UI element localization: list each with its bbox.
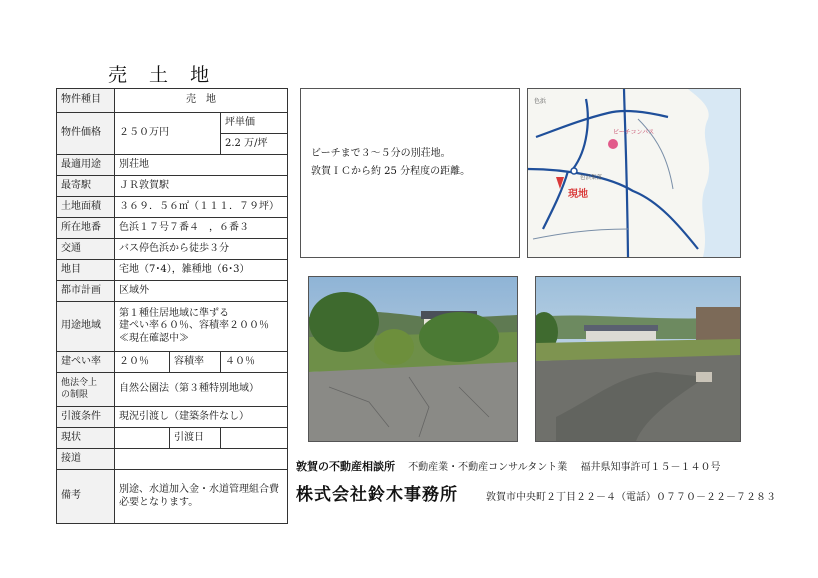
page-title: 売 土 地 [108, 64, 218, 86]
cond-label: 引渡条件 [57, 407, 115, 428]
zone-line1: 第１種住居地域に準ずる [119, 307, 229, 319]
zone-value [115, 302, 288, 352]
bcr-label: 建ぺい率 [57, 352, 115, 373]
poi-pin-icon [608, 139, 618, 149]
far-label: 容積率 [170, 352, 221, 373]
description-box [300, 88, 520, 258]
tsubo-label: 坪単価 [221, 113, 288, 134]
map-small-label: 色浜 [534, 98, 547, 105]
site-photo-2 [535, 276, 741, 442]
description-line1: ビーチまで３～５分の別荘地。 [311, 148, 451, 159]
map-graphic [528, 89, 740, 257]
footer-line1 [296, 458, 720, 474]
zone-line3: ≪現在確認中≫ [119, 332, 189, 344]
footer-business: 不動産業・不動産コンサルタント業 [408, 462, 568, 473]
note-value [115, 470, 288, 524]
land-value: 宅地（7･4），雑種地（6･3） [115, 260, 288, 281]
delivery-value [221, 428, 288, 449]
status-label: 現状 [57, 428, 115, 449]
footer-consult: 敦賀の不動産相談所 [296, 460, 395, 473]
access-label: 交通 [57, 239, 115, 260]
type-label: 物件種目 [57, 89, 115, 113]
bcr-value: ２０％ [115, 352, 170, 373]
road-value [115, 449, 288, 470]
company-address: 敦賀市中央町２丁目２２－４（電話）０７７０－２２－７２８３ [486, 492, 776, 503]
tsubo-value: 2.2 万/坪 [221, 134, 288, 155]
note-label: 備考 [57, 470, 115, 524]
area-label: 土地面積 [57, 197, 115, 218]
plan-value: 区域外 [115, 281, 288, 302]
site-photo-1 [308, 276, 518, 442]
other-label-line2: の制限 [61, 389, 89, 400]
cond-value: 現況引渡し（建築条件なし） [115, 407, 288, 428]
bus-stop-icon [571, 168, 577, 174]
status-value [115, 428, 170, 449]
footer-license: 福井県知事許可１５－１４０号 [580, 462, 721, 473]
delivery-label: 引渡日 [170, 428, 221, 449]
far-value: ４０％ [221, 352, 288, 373]
access-value: バス停色浜から徒歩３分 [115, 239, 288, 260]
note-line1: 別途、水道加入金・水道管理組合費 [119, 484, 279, 495]
zone-label: 用途地域 [57, 302, 115, 352]
use-label: 最適用途 [57, 155, 115, 176]
map-poi2-label: 色浜集落 [580, 175, 603, 181]
use-value: 別荘地 [115, 155, 288, 176]
site-photo-1-graphic [309, 277, 517, 441]
station-label: 最寄駅 [57, 176, 115, 197]
note-line2: 必要となります。 [119, 496, 199, 508]
price-value: ２５０万円 [115, 113, 221, 155]
other-label [57, 373, 115, 407]
land-label: 地目 [57, 260, 115, 281]
station-value: ＪＲ敦賀駅 [115, 176, 288, 197]
description-text [311, 145, 470, 181]
price-label: 物件価格 [57, 113, 115, 155]
lot-value: 色浜１７号７番４ ，６番３ [115, 218, 288, 239]
other-value: 自然公園法（第３種特別地域） [115, 373, 288, 407]
map-site-label: 現地 [568, 189, 588, 200]
property-spec-table [56, 88, 288, 524]
zone-line2: 建ぺい率６０％、容積率２００％ [119, 320, 269, 332]
type-value: 売 地 [115, 89, 288, 113]
road-label: 接道 [57, 449, 115, 470]
map-poi-label: ビーチコンパス [613, 129, 655, 136]
other-label-line1: 他法令上 [61, 378, 98, 389]
company-name: 株式会社鈴木事務所 [296, 485, 458, 505]
site-photo-2-graphic [536, 277, 740, 441]
location-map [527, 88, 741, 258]
lot-label: 所在地番 [57, 218, 115, 239]
plan-label: 都市計画 [57, 281, 115, 302]
area-value: ３６９．５６㎡（１１１．７９坪） [115, 197, 288, 218]
description-line2: 敦賀ＩＣから約 25 分程度の距離。 [311, 166, 471, 177]
